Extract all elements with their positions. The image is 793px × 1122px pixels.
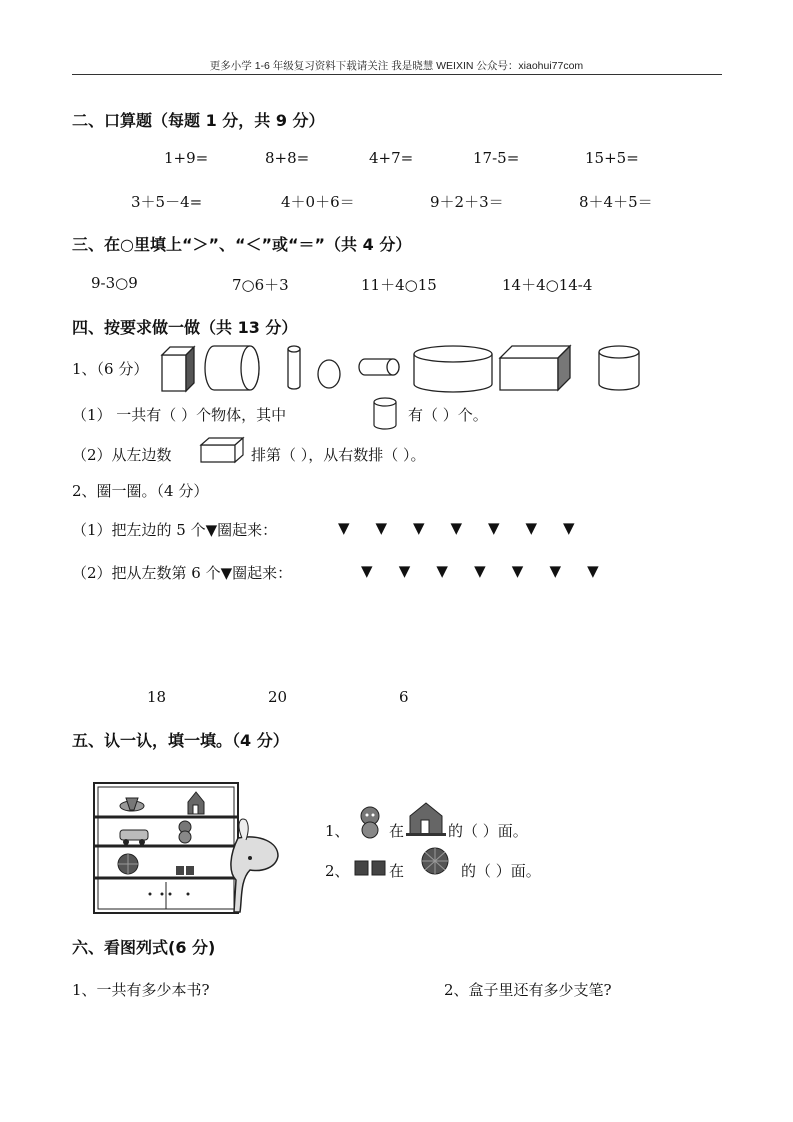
- q4-1-sub1-suffix: 有（ ）个。: [408, 406, 488, 424]
- cylinder-inline-icon: [372, 397, 398, 431]
- sphere-icon: [316, 358, 342, 390]
- triangle-icon: ▼: [525, 519, 538, 537]
- calc-item: 8+8=: [265, 149, 310, 167]
- monkey-icon: [353, 805, 387, 839]
- triangle-icon: ▼: [474, 562, 486, 580]
- ball-icon: [420, 846, 450, 876]
- cylinder-small-lying-icon: [357, 356, 401, 378]
- cylinder-upright-icon: [597, 344, 641, 392]
- compare-item: 14＋4○14-4: [502, 276, 593, 294]
- section-4-title: 四、按要求做一做（共 13 分）: [72, 318, 298, 337]
- calc-item: 17-5=: [473, 149, 520, 167]
- triangle-icon: ▼: [436, 562, 448, 580]
- triangle-icon: ▼: [338, 519, 350, 537]
- q6-1: 1、一共有多少本书?: [72, 981, 210, 999]
- triangle-row-1: [338, 519, 583, 537]
- triangle-row-2: [361, 562, 607, 580]
- cuboid-inline-icon: [199, 436, 245, 464]
- number-item: 20: [268, 688, 288, 706]
- triangle-icon: ▼: [563, 519, 575, 537]
- q6-2: 2、盒子里还有多少支笔?: [444, 981, 612, 999]
- compare-item: 9-3○9: [91, 274, 138, 292]
- section-6-title: 六、看图列式(6 分): [72, 938, 216, 957]
- triangle-icon: ▼: [511, 562, 524, 580]
- number-item: 6: [399, 688, 409, 706]
- shoes-icon: [353, 857, 387, 877]
- triangle-icon: ▼: [587, 562, 599, 580]
- q5-2-end: 的（ ）面。: [461, 862, 541, 880]
- ball-icon: [118, 854, 138, 874]
- cuboid-wide-icon: [498, 344, 572, 392]
- cylinder-lying-icon: [204, 344, 262, 392]
- triangle-icon: ▼: [375, 519, 388, 537]
- cylinder-wide-icon: [412, 344, 494, 394]
- q4-1-label: 1、（6 分）: [72, 360, 149, 378]
- page-header: 更多小学 1-6 年级复习资料下载请关注 我是晓慧 WEIXIN 公众号：xiaohui77com: [209, 60, 584, 72]
- q4-2-label: 2、圈一圈。（4 分）: [72, 482, 209, 500]
- triangle-icon: ▼: [549, 562, 561, 580]
- header-divider: [72, 74, 722, 75]
- section-3-title: 三、在○里填上“＞”、“＜”或“＝”（共 4 分）: [72, 235, 412, 254]
- shelf-illustration: [90, 780, 282, 920]
- calc-item: 4+7=: [369, 149, 414, 167]
- triangle-icon: ▼: [413, 519, 425, 537]
- triangle-icon: ▼: [450, 519, 463, 537]
- cuboid-tall-icon: [160, 345, 196, 393]
- q5-1-mid: 在: [389, 822, 405, 840]
- q4-2-sub2: （2）把从左数第 6 个▼圈起来：: [72, 564, 293, 582]
- q5-2-mid: 在: [389, 862, 405, 880]
- compare-item: 11＋4○15: [361, 276, 437, 294]
- compare-item: 7○6＋3: [232, 276, 289, 294]
- triangle-icon: ▼: [361, 562, 373, 580]
- calc-item: 1+9=: [164, 149, 209, 167]
- q5-2-num: 2、: [325, 862, 350, 880]
- q5-1-num: 1、: [325, 822, 350, 840]
- q4-1-sub1-prefix: （1） 一共有（ ）个物体，其中: [72, 406, 287, 424]
- cylinder-thin-icon: [285, 344, 303, 392]
- calc-item: 8＋4＋5＝: [579, 193, 653, 211]
- q4-2-sub1: （1）把左边的 5 个▼圈起来：: [72, 521, 278, 539]
- number-item: 18: [147, 688, 167, 706]
- calc-item: 3＋5－4=: [131, 193, 203, 211]
- section-2-title: 二、口算题（每题 1 分，共 9 分）: [72, 111, 325, 130]
- triangle-icon: ▼: [398, 562, 411, 580]
- q5-1-end: 的（ ）面。: [448, 822, 528, 840]
- calc-item: 4＋0＋6＝: [281, 193, 355, 211]
- house-icon: [406, 800, 446, 836]
- calc-item: 9＋2＋3＝: [430, 193, 504, 211]
- triangle-icon: ▼: [488, 519, 500, 537]
- calc-item: 15+5=: [585, 149, 639, 167]
- section-5-title: 五、认一认，填一填。（4 分）: [72, 731, 289, 750]
- q4-1-sub2-suffix: 排第（ ），从右数排（ ）。: [251, 446, 426, 464]
- q4-1-sub2-prefix: （2）从左边数: [72, 446, 172, 464]
